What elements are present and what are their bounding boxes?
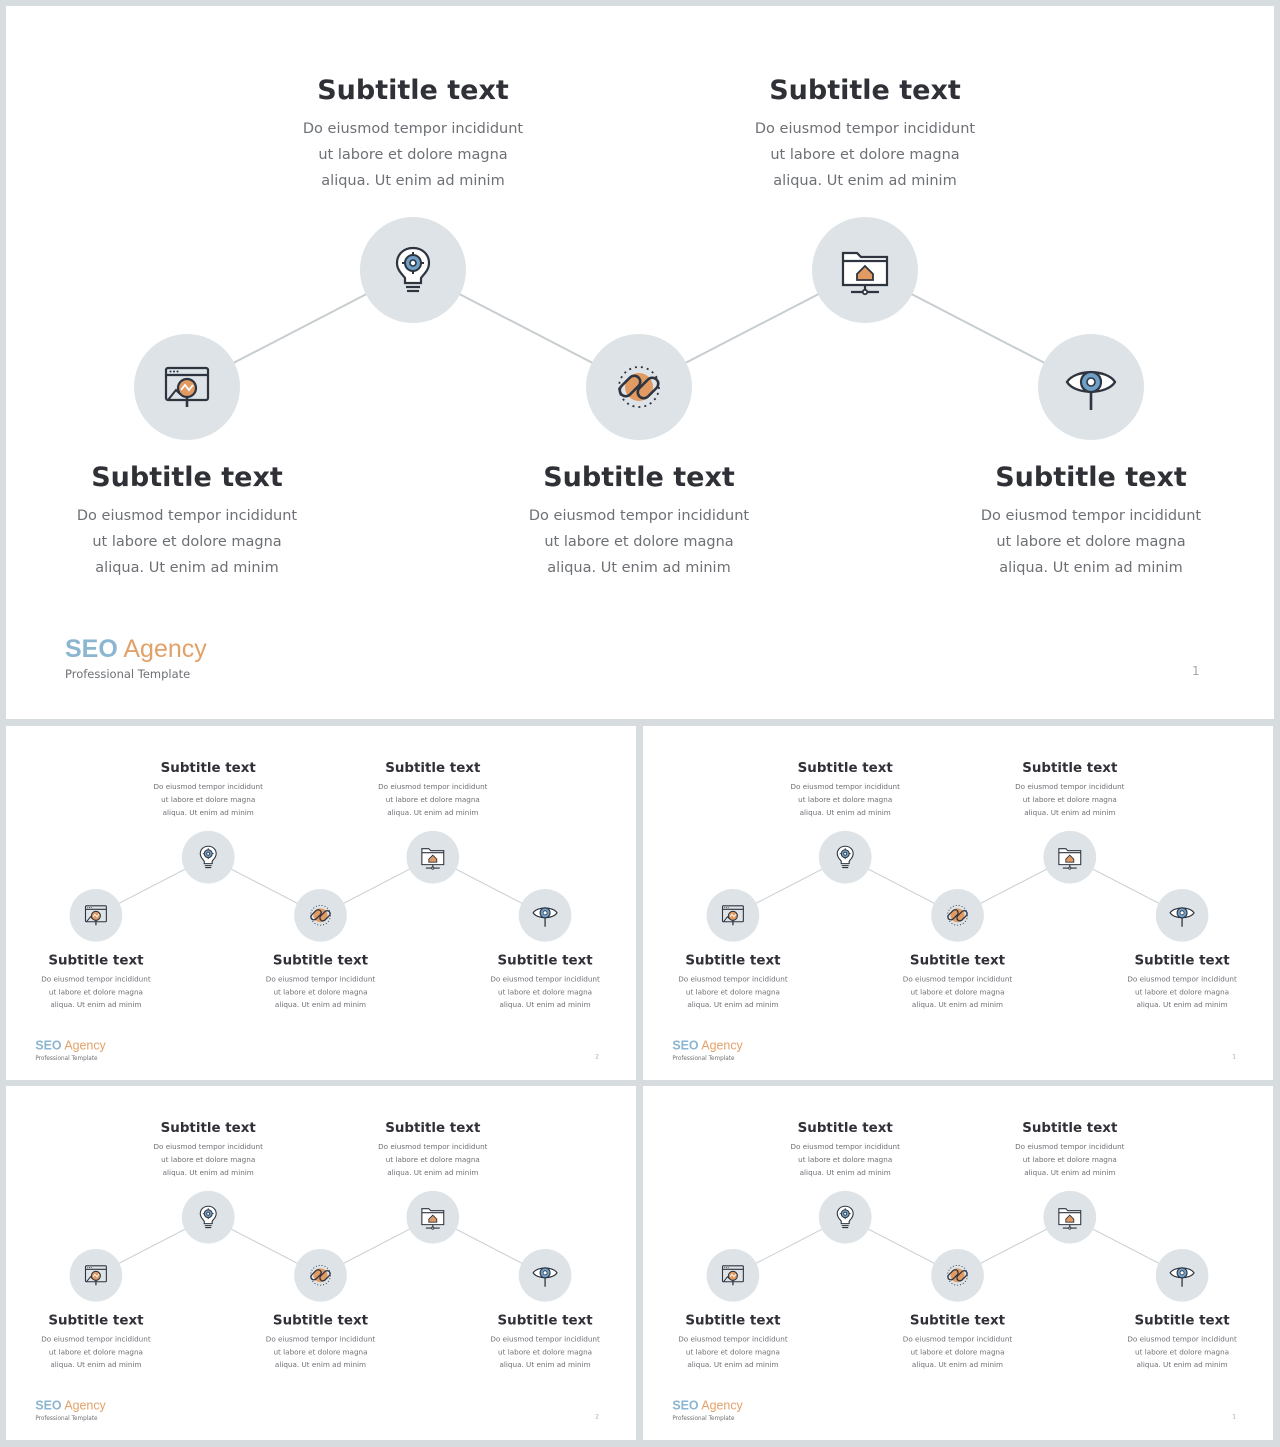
lightbulb-gear-icon [386,243,440,297]
body-line: Do eiusmod tempor incididunt [490,1335,600,1344]
slide-canvas [6,726,636,1080]
icon-node [1043,831,1096,884]
body-line: ut labore et dolore magna [48,988,143,997]
folder-monitor-icon [419,844,446,871]
body-line: Do eiusmod tempor incididunt [378,1143,488,1152]
analytics-window-icon [83,902,110,929]
body-line: Do eiusmod tempor incididunt [41,975,151,984]
brand-logo [672,1038,742,1061]
subtitle: Subtitle text [995,462,1187,493]
text-block [368,760,497,820]
subtitle: Subtitle text [1134,952,1230,968]
page-number: 1 [1192,664,1200,678]
body-line: ut labore et dolore magna [770,147,960,163]
body-line: ut labore et dolore magna [385,796,480,805]
icon-node [1156,889,1209,942]
body-text [368,781,497,820]
body-line: ut labore et dolore magna [161,796,256,805]
text-block [893,1312,1022,1372]
icon-node [1043,1191,1096,1244]
text-block [735,74,995,194]
eye-magnifier-icon [1169,902,1196,929]
eye-magnifier-icon [532,1262,559,1289]
body-line: ut labore et dolore magna [910,988,1005,997]
analytics-window-icon [720,902,747,929]
brand-agency: Agency [701,1038,743,1053]
body-line: aliqua. Ut enim ad minim [274,1001,367,1010]
broken-link-icon [944,902,971,929]
folder-monitor-icon [838,243,892,297]
lightbulb-gear-icon [195,1204,222,1231]
folder-monitor-icon [419,1204,446,1231]
body-line: Do eiusmod tempor incididunt [378,783,488,792]
text-block [283,74,543,194]
lightbulb-gear-icon [832,1204,859,1231]
body-line: ut labore et dolore magna [385,1156,480,1165]
analytics-window-icon [160,360,214,414]
body-line: Do eiusmod tempor incididunt [1015,783,1125,792]
subtitle: Subtitle text [160,1120,256,1136]
text-block [31,1312,160,1372]
subtitle: Subtitle text [48,952,144,968]
body-text [368,1141,497,1180]
brand-tagline: Professional Template [65,667,191,681]
body-line: ut labore et dolore magna [161,1156,256,1165]
body-line: Do eiusmod tempor incididunt [153,1143,263,1152]
text-block [480,952,609,1012]
body-line: aliqua. Ut enim ad minim [999,560,1183,576]
body-line: aliqua. Ut enim ad minim [1024,808,1116,817]
body-line: ut labore et dolore magna [273,988,368,997]
icon-node [294,889,347,942]
brand-logo [35,1398,105,1421]
analytics-window-icon [83,1262,110,1289]
body-line: aliqua. Ut enim ad minim [1024,1168,1116,1177]
body-line: Do eiusmod tempor incididunt [1015,1143,1125,1152]
brand-seo: SEO [35,1398,62,1413]
body-line: aliqua. Ut enim ad minim [162,1168,254,1177]
subtitle: Subtitle text [497,952,593,968]
subtitle: Subtitle text [91,462,283,493]
brand-logo [35,1038,105,1061]
icon-node [70,1249,123,1302]
icon-node [707,889,760,942]
body-line: Do eiusmod tempor incididunt [678,1335,788,1344]
body-line: Do eiusmod tempor incididunt [41,1335,151,1344]
body-text [144,781,273,820]
subtitle: Subtitle text [685,1312,781,1328]
subtitle: Subtitle text [543,462,735,493]
subtitle: Subtitle text [1022,760,1118,776]
icon-node [1156,1249,1209,1302]
slide-canvas [643,726,1273,1080]
body-line: aliqua. Ut enim ad minim [911,1001,1004,1010]
text-block [668,952,797,1012]
text-block [256,1312,385,1372]
text-block [480,1312,609,1372]
body-line: ut labore et dolore magna [1135,1348,1230,1357]
text-block [144,1120,273,1180]
subtitle: Subtitle text [685,952,781,968]
slide-thumbnail[interactable] [643,1086,1273,1440]
icon-node [812,217,918,323]
body-text [961,503,1221,581]
folder-monitor-icon [1056,1204,1083,1231]
body-line: aliqua. Ut enim ad minim [547,560,731,576]
brand-logo [65,634,207,681]
text-block [509,461,769,581]
icon-node [519,889,572,942]
subtitle: Subtitle text [272,952,369,968]
broken-link-icon [307,902,334,929]
subtitle: Subtitle text [797,760,893,776]
body-text [509,503,769,581]
icon-node [519,1249,572,1302]
icon-node [931,889,984,942]
slide-canvas [6,1086,636,1440]
body-line: ut labore et dolore magna [996,534,1186,550]
brand-seo: SEO [65,635,118,663]
body-text [893,1333,1022,1372]
body-line: ut labore et dolore magna [498,988,593,997]
body-text [1005,1141,1134,1180]
icon-node [707,1249,760,1302]
body-text [781,781,910,820]
subtitle: Subtitle text [1134,1312,1230,1328]
body-line: aliqua. Ut enim ad minim [321,173,505,189]
text-block [961,461,1221,581]
body-text [668,1333,797,1372]
body-line: aliqua. Ut enim ad minim [1136,1361,1228,1370]
body-line: ut labore et dolore magna [910,1348,1005,1357]
slide-thumbnail[interactable] [6,726,636,1080]
body-line: Do eiusmod tempor incididunt [980,508,1202,524]
body-text [480,1333,609,1372]
body-text [735,116,995,194]
body-line: aliqua. Ut enim ad minim [799,808,891,817]
body-line: aliqua. Ut enim ad minim [50,1361,142,1370]
body-line: aliqua. Ut enim ad minim [687,1361,779,1370]
body-line: Do eiusmod tempor incididunt [76,508,298,524]
body-line: aliqua. Ut enim ad minim [50,1001,142,1010]
icon-node [134,334,240,440]
body-text [1117,1333,1246,1372]
body-line: aliqua. Ut enim ad minim [687,1001,779,1010]
eye-magnifier-icon [1064,360,1118,414]
broken-link-icon [307,1262,334,1289]
body-line: aliqua. Ut enim ad minim [274,1361,367,1370]
text-block [668,1312,797,1372]
body-line: ut labore et dolore magna [48,1348,143,1357]
broken-link-icon [944,1262,971,1289]
subtitle: Subtitle text [797,1120,893,1136]
icon-node [586,334,692,440]
body-line: aliqua. Ut enim ad minim [499,1361,591,1370]
body-line: ut labore et dolore magna [798,796,893,805]
body-line: Do eiusmod tempor incididunt [1127,975,1237,984]
text-block [144,760,273,820]
slide-canvas [6,6,1274,719]
brand-tagline: Professional Template [35,1414,98,1422]
text-block [368,1120,497,1180]
lightbulb-gear-icon [832,844,859,871]
subtitle: Subtitle text [1022,1120,1118,1136]
text-block [893,952,1022,1012]
body-line: Do eiusmod tempor incididunt [1127,1335,1237,1344]
subtitle: Subtitle text [272,1312,369,1328]
body-line: aliqua. Ut enim ad minim [387,808,479,817]
text-block [31,952,160,1012]
body-text [668,973,797,1012]
brand-agency: Agency [64,1398,106,1413]
body-line: aliqua. Ut enim ad minim [162,808,254,817]
brand-agency: Agency [123,635,207,663]
page-number: 1 [1232,1412,1237,1420]
subtitle: Subtitle text [385,760,481,776]
subtitle: Subtitle text [909,1312,1006,1328]
icon-node [819,831,872,884]
body-line: Do eiusmod tempor incididunt [678,975,788,984]
brand-agency: Agency [701,1398,743,1413]
body-line: Do eiusmod tempor incididunt [265,1335,376,1344]
page-number: 1 [1232,1052,1237,1060]
body-line: Do eiusmod tempor incididunt [754,121,976,137]
icon-node [360,217,466,323]
body-line: Do eiusmod tempor incididunt [902,1335,1013,1344]
body-line: ut labore et dolore magna [273,1348,368,1357]
body-line: aliqua. Ut enim ad minim [773,173,957,189]
body-text [1005,781,1134,820]
body-text [31,973,160,1012]
body-line: Do eiusmod tempor incididunt [153,783,263,792]
body-text [57,503,317,581]
brand-seo: SEO [672,1038,699,1053]
body-text [1117,973,1246,1012]
body-line: ut labore et dolore magna [1022,796,1117,805]
body-line: ut labore et dolore magna [1135,988,1230,997]
body-text [256,973,385,1012]
eye-magnifier-icon [1169,1262,1196,1289]
body-line: ut labore et dolore magna [92,534,282,550]
body-line: Do eiusmod tempor incididunt [528,508,750,524]
body-line: ut labore et dolore magna [318,147,508,163]
body-line: Do eiusmod tempor incididunt [265,975,376,984]
body-line: aliqua. Ut enim ad minim [1136,1001,1228,1010]
subtitle: Subtitle text [769,75,961,106]
body-line: ut labore et dolore magna [498,1348,593,1357]
body-line: aliqua. Ut enim ad minim [499,1001,591,1010]
body-text [144,1141,273,1180]
icon-node [1038,334,1144,440]
subtitle: Subtitle text [317,75,509,106]
brand-agency: Agency [64,1038,106,1053]
body-line: Do eiusmod tempor incididunt [902,975,1013,984]
body-text [283,116,543,194]
subtitle: Subtitle text [385,1120,481,1136]
brand-tagline: Professional Template [672,1054,735,1062]
body-line: ut labore et dolore magna [685,1348,780,1357]
body-line: aliqua. Ut enim ad minim [95,560,279,576]
subtitle: Subtitle text [909,952,1006,968]
subtitle: Subtitle text [48,1312,144,1328]
text-block [1117,1312,1246,1372]
eye-magnifier-icon [532,902,559,929]
analytics-window-icon [720,1262,747,1289]
body-line: aliqua. Ut enim ad minim [911,1361,1004,1370]
text-block [256,952,385,1012]
brand-seo: SEO [672,1398,699,1413]
brand-tagline: Professional Template [672,1414,735,1422]
body-text [480,973,609,1012]
text-block [57,461,317,581]
page-number: 2 [595,1052,600,1060]
body-line: Do eiusmod tempor incididunt [790,1143,900,1152]
icon-node [70,889,123,942]
text-block [781,1120,910,1180]
body-line: aliqua. Ut enim ad minim [799,1168,891,1177]
lightbulb-gear-icon [195,844,222,871]
subtitle: Subtitle text [160,760,256,776]
body-text [893,973,1022,1012]
body-line: Do eiusmod tempor incididunt [302,121,524,137]
slide-thumbnail[interactable] [643,726,1273,1080]
text-block [781,760,910,820]
icon-node [182,831,235,884]
icon-node [294,1249,347,1302]
body-line: Do eiusmod tempor incididunt [490,975,600,984]
folder-monitor-icon [1056,844,1083,871]
icon-node [406,831,459,884]
text-block [1005,1120,1134,1180]
body-line: ut labore et dolore magna [544,534,734,550]
brand-tagline: Professional Template [35,1054,98,1062]
brand-logo [672,1398,742,1421]
body-text [781,1141,910,1180]
body-line: ut labore et dolore magna [685,988,780,997]
slide-thumbnail[interactable] [6,6,1274,719]
body-line: aliqua. Ut enim ad minim [387,1168,479,1177]
icon-node [819,1191,872,1244]
text-block [1117,952,1246,1012]
subtitle: Subtitle text [497,1312,593,1328]
icon-node [182,1191,235,1244]
icon-node [406,1191,459,1244]
body-text [256,1333,385,1372]
body-line: ut labore et dolore magna [798,1156,893,1165]
body-line: Do eiusmod tempor incididunt [790,783,900,792]
broken-link-icon [612,360,666,414]
slide-thumbnail[interactable] [6,1086,636,1440]
brand-seo: SEO [35,1038,62,1053]
icon-node [931,1249,984,1302]
body-text [31,1333,160,1372]
text-block [1005,760,1134,820]
page-number: 2 [595,1412,600,1420]
body-line: ut labore et dolore magna [1022,1156,1117,1165]
slide-canvas [643,1086,1273,1440]
